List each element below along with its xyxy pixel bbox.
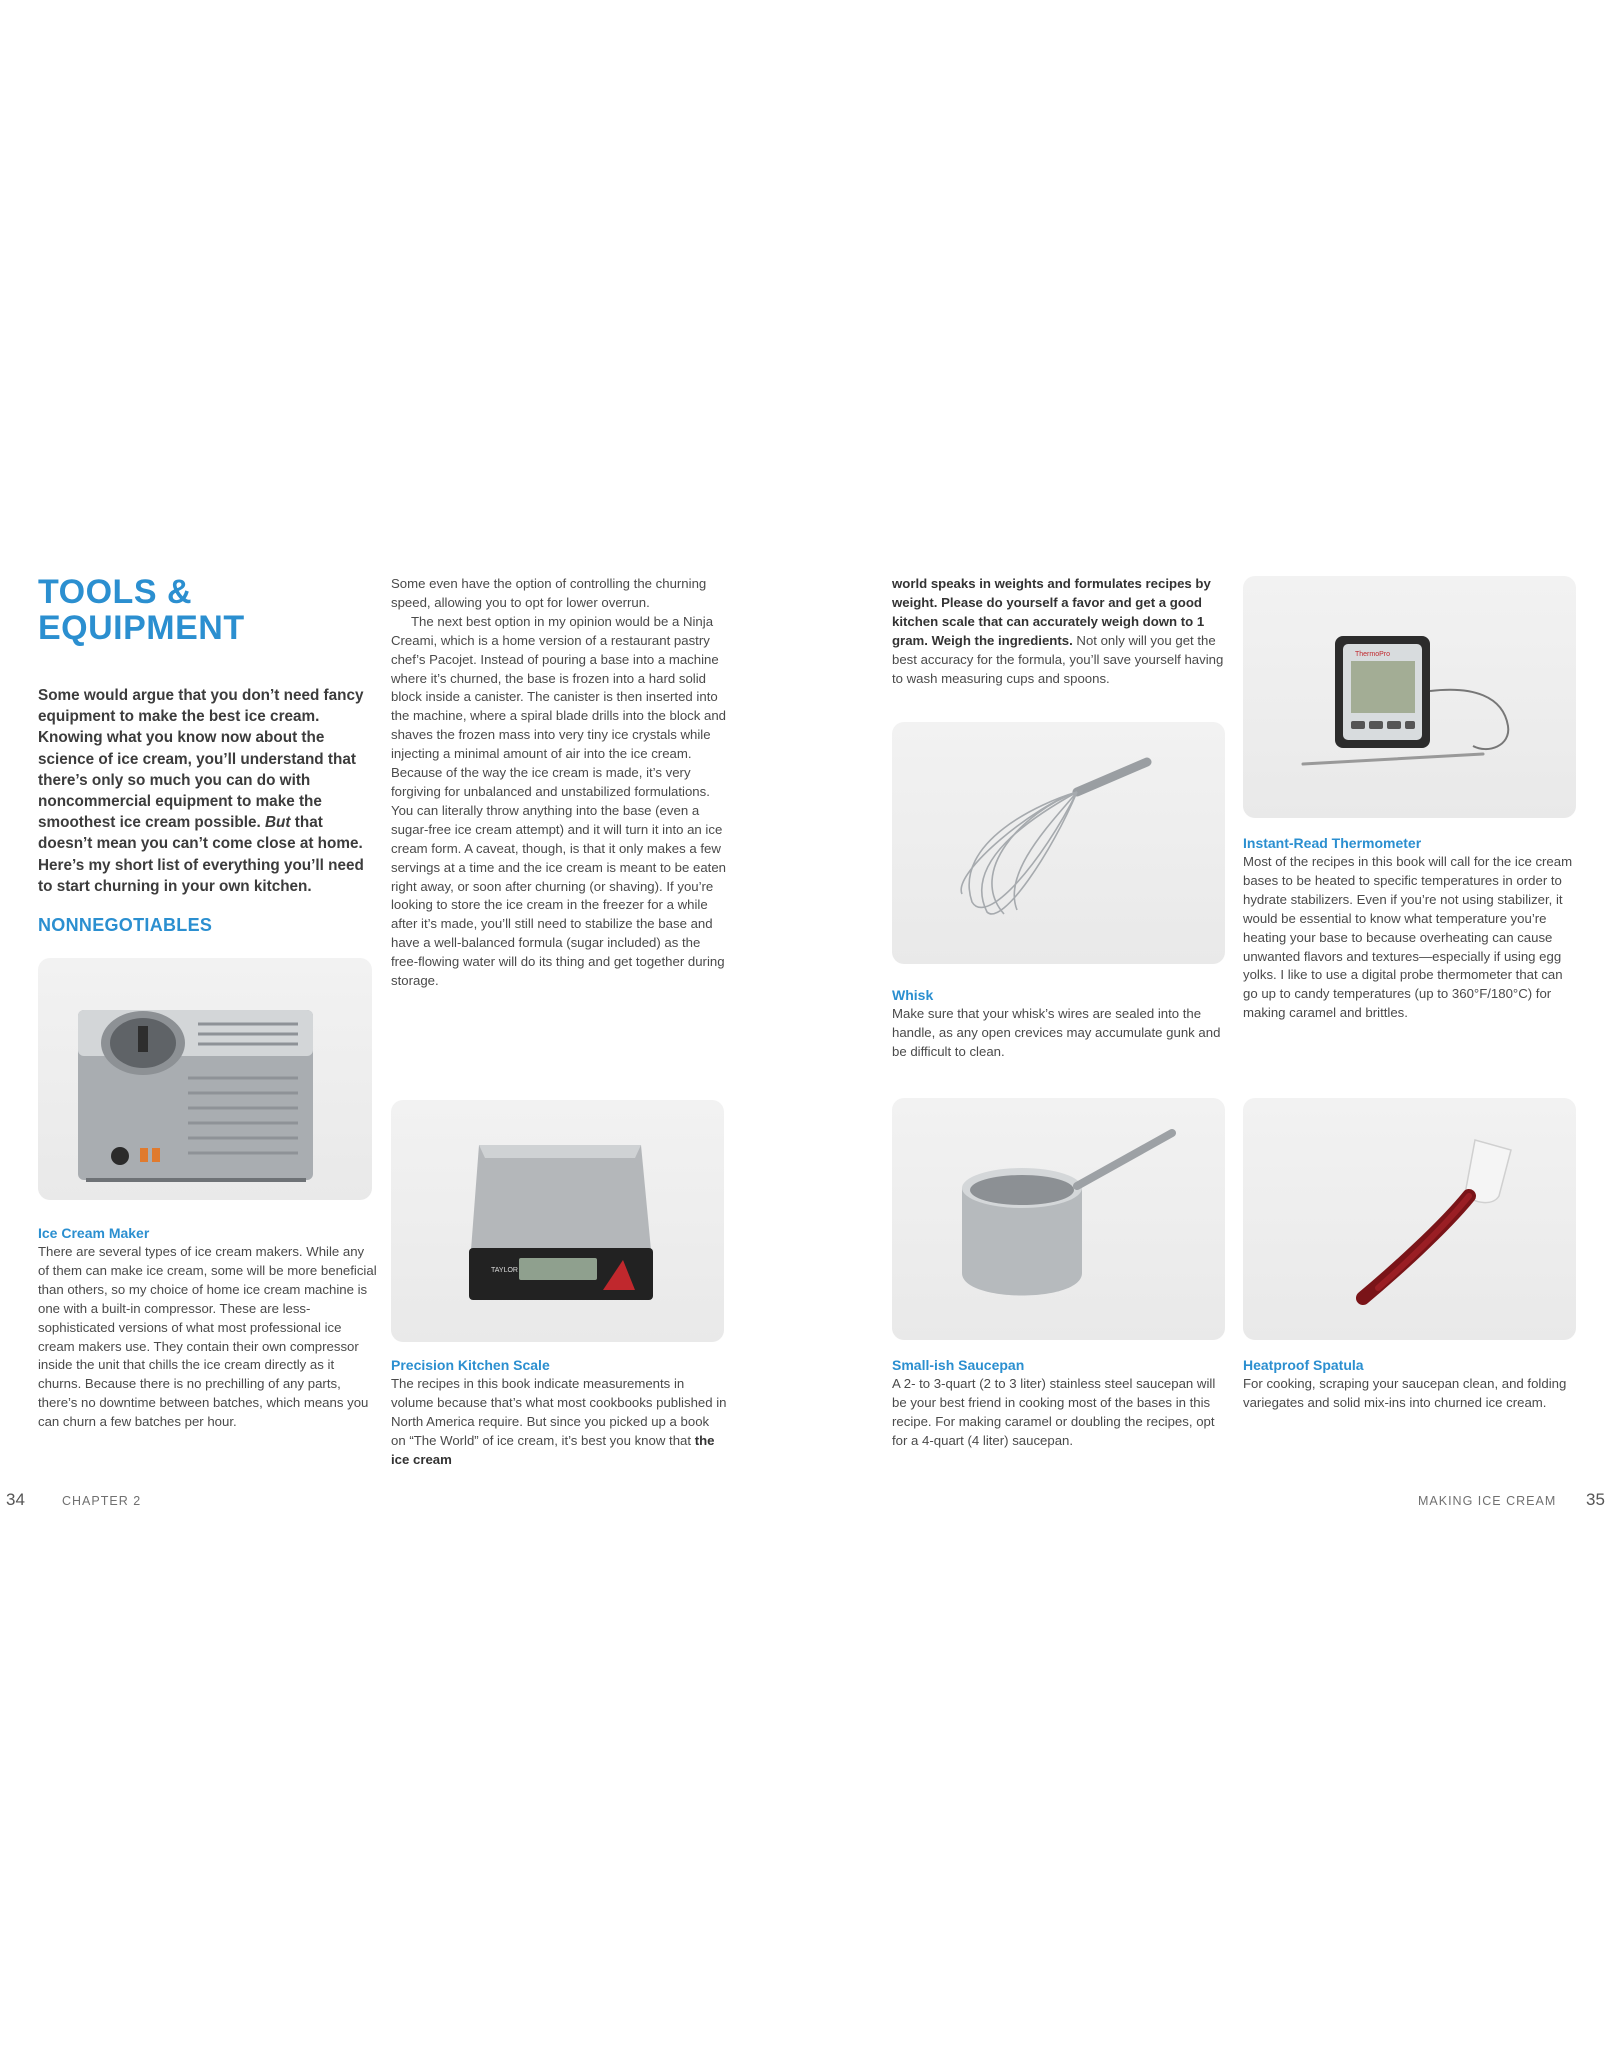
whisk-entry xyxy=(892,986,1228,1062)
thermometer-entry xyxy=(1243,834,1579,1023)
ice-cream-maker-photo xyxy=(38,958,372,1200)
intro-paragraph xyxy=(38,685,373,897)
ice-cream-maker-entry xyxy=(38,1224,378,1432)
title-line-2: EQUIPMENT xyxy=(38,609,245,647)
thermometer-title: Instant-Read Thermometer xyxy=(1243,835,1422,851)
thermometer-brand-label: ThermoPro xyxy=(1355,651,1391,658)
kitchen-scale-title: Precision Kitchen Scale xyxy=(391,1357,550,1373)
thermometer-photo xyxy=(1243,576,1576,818)
spatula-illustration xyxy=(1243,1098,1576,1340)
ice-cream-maker-text: There are several types of ice cream makers. While any of them can make ice cream, some will be more beneficial than others, so my choice of home ice cream machine is one with a built-in compressor. These are less-sophisticated versions of what most professional ice cream makers use. They contain their own compressor inside the unit that chills the ice cream directly as it churns. Because there is no prechilling of any parts, there’s no downtime between batches, which means you can churn a few batches per hour. xyxy=(38,1244,377,1430)
ninja-creami-text xyxy=(391,575,727,991)
scale-brand-label: TAYLOR xyxy=(491,1267,518,1274)
saucepan-entry xyxy=(892,1356,1228,1451)
title-line-1: TOOLS & xyxy=(38,573,192,611)
col2-paragraph-2: The next best option in my opinion would be a Ninja Creami, which is a home version of a restaurant pastry chef’s Pacojet. Instead of pouring a base into a machine where it’s churned, the base is frozen into a hard solid block inside a canister. The canister is then inserted into the machine, where a spiral blade drills into the block and shaves the frozen mass into very tiny ice crystals while injecting a minimal amount of air into the ice cream. Because of the way the ice cream is made, it’s very forgiving for unbalanced and unstabilized formulations. You can literally throw anything into the base (even a sugar-free ice cream attempt) and it will turn it into an ice cream form. A caveat, though, is that it only makes a few servings at a time and the ice cream is meant to be eaten right away, or soon after churning (or shaving). If you’re looking to store the ice cream in the freezer for a while after it’s made, you’ll still need to stabilize the base and have a well-balanced formula (sugar included) as the free-flowing water will do its thing and get together during storage. xyxy=(391,613,727,989)
intro-italic: But xyxy=(265,814,291,832)
thermometer-text: Most of the recipes in this book will call for the ice cream bases to be heated to specific temperatures in order to hydrate stabilizers. Even if you’re not using stabilizer, it would be essential to know what temperature you’re heating your base to because overheating can cause unwanted flavors and textures—especially if using egg yolks. I like to use a digital probe thermometer that can go up to candy temperatures (up to 360°F/180°C) for making caramel and brittles. xyxy=(1243,854,1573,1021)
left-folio: 34 xyxy=(6,1490,25,1509)
kitchen-scale-text-body: The recipes in this book indicate measurements in volume because that’s what most cookbooks published in North America require. But since you picked up a book on “The World” of ice cream, it’s best you know that xyxy=(391,1376,727,1448)
scale-continued-bold: world speaks in weights and formulates recipes by weight. Please do yourself a favor and get a good kitchen scale that can accurately weigh down to 1 gram. Weigh the ingredients. xyxy=(892,576,1211,648)
left-running-head: CHAPTER 2 xyxy=(62,1494,142,1508)
spatula-photo xyxy=(1243,1098,1576,1340)
spatula-entry xyxy=(1243,1356,1579,1413)
saucepan-illustration xyxy=(892,1098,1225,1340)
saucepan-title: Small-ish Saucepan xyxy=(892,1357,1025,1373)
saucepan-text: A 2- to 3-quart (2 to 3 liter) stainless steel saucepan will be your best friend in cooking most of the bases in this recipe. For making caramel or doubling the recipes, opt for a 4-quart (4 liter) saucepan. xyxy=(892,1376,1216,1448)
kitchen-scale-illustration xyxy=(391,1100,724,1342)
intro-text-1: Some would argue that you don’t need fancy equipment to make the best ice cream. Knowing what you know now about the science of ice cream, you’ll understand that there’s only so much you can do with noncommercial equipment to make the smoothest ice cream possible. xyxy=(38,687,364,832)
right-folio: 35 xyxy=(1586,1490,1605,1509)
scale-continued-body: Not only will you get the best accuracy for the formula, you’ll save yourself having to wash measuring cups and spoons. xyxy=(892,632,1224,686)
kitchen-scale-text-bold: the ice cream xyxy=(391,1432,715,1467)
whisk-title: Whisk xyxy=(892,987,934,1003)
intro-text-2: that doesn’t mean you can’t come close at home. Here’s my short list of everything you’ll need to start churning in your own kitchen. xyxy=(38,814,364,895)
chapter-title xyxy=(38,574,378,646)
section-heading: NONNEGOTIABLES xyxy=(38,915,213,935)
ice-cream-maker-illustration xyxy=(38,958,372,1200)
kitchen-scale-entry xyxy=(391,1356,727,1470)
saucepan-photo xyxy=(892,1098,1225,1340)
col2-paragraph-1: Some even have the option of controlling the churning speed, allowing you to opt for lower overrun. xyxy=(391,576,707,610)
spatula-text: For cooking, scraping your saucepan clean, and folding variegates and solid mix-ins into churned ice cream. xyxy=(1243,1376,1567,1410)
kitchen-scale-text xyxy=(391,1375,727,1470)
spatula-title: Heatproof Spatula xyxy=(1243,1357,1364,1373)
scale-continued-text xyxy=(892,575,1228,688)
ice-cream-maker-title: Ice Cream Maker xyxy=(38,1225,150,1241)
kitchen-scale-photo xyxy=(391,1100,724,1342)
right-running-head: MAKING ICE CREAM xyxy=(1418,1494,1557,1508)
whisk-illustration xyxy=(892,722,1225,964)
thermometer-illustration xyxy=(1243,576,1576,818)
whisk-text: Make sure that your whisk’s wires are sealed into the handle, as any open crevices may accumulate gunk and be difficult to clean. xyxy=(892,1006,1221,1059)
whisk-photo xyxy=(892,722,1225,964)
